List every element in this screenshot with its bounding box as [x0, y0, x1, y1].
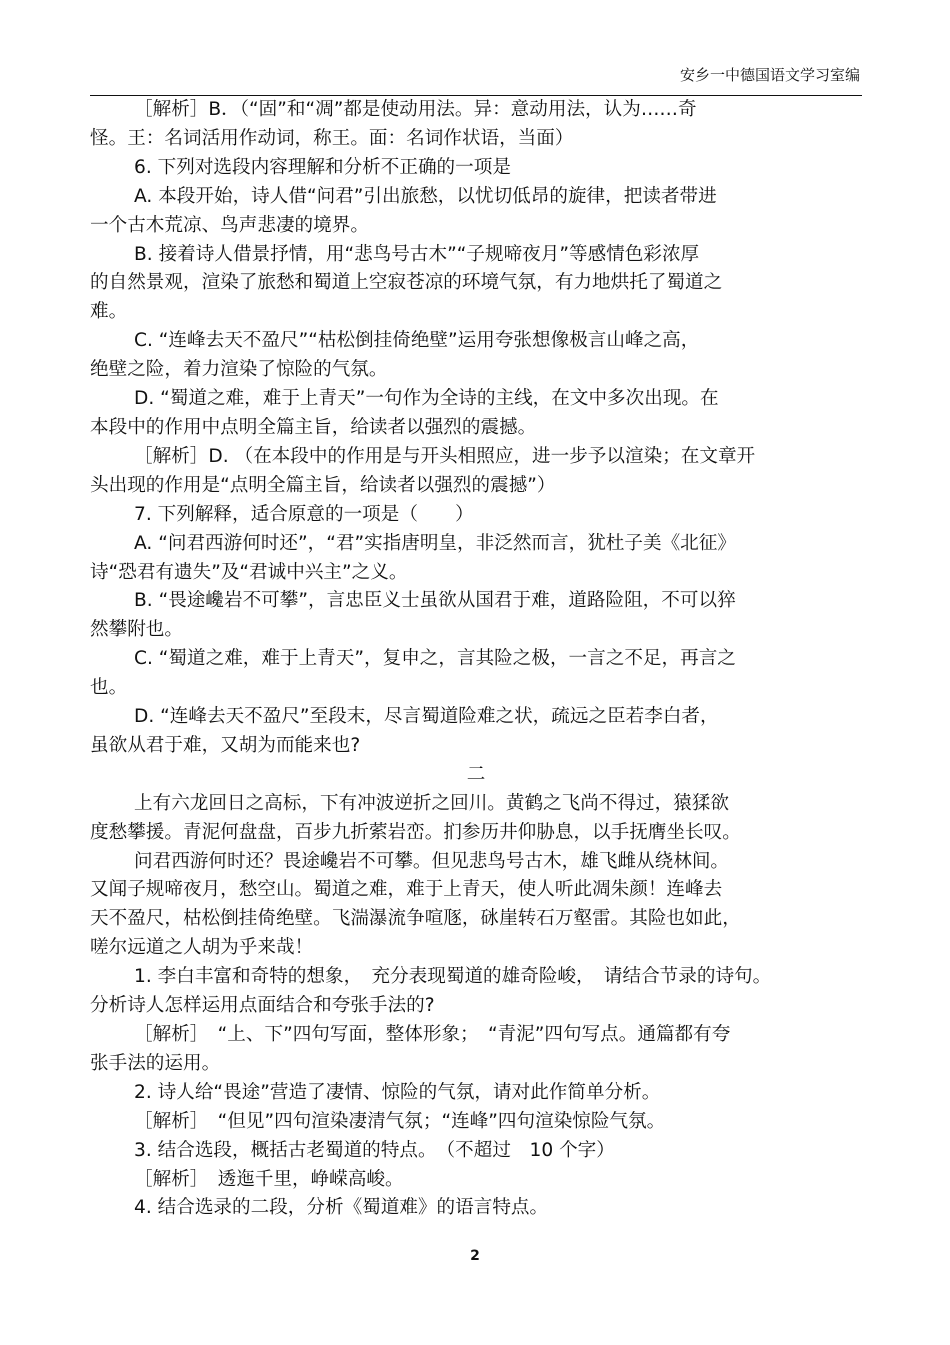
text-line: 然攀附也。 [90, 619, 183, 641]
text-line: D. “蜀道之难，难于上青天”一句作为全诗的主线，在文中多次出现。在 [134, 388, 719, 410]
text-line: D. “连峰去天不盈尺”至段末，尽言蜀道险难之状，疏远之臣若李白者， [134, 706, 719, 728]
text-line: B. 接着诗人借景抒情，用“悲鸟号古木”“子规啼夜月”等感情色彩浓厚 [134, 243, 700, 265]
text-line: 难。 [90, 301, 128, 323]
text-line: 问君西游何时还？畏途巉岩不可攀。但见悲鸟号古木，雄飞雌从绕林间。 [134, 850, 730, 872]
text-line: 4. 结合选录的二段，分析《蜀道难》的语言特点。 [134, 1197, 549, 1219]
text-line: ［解析］ “但见”四句渲染凄清气氛；“连峰”四句渲染惊险气氛。 [134, 1110, 666, 1132]
text-line: 又闻子规啼夜月，愁空山。蜀道之难，难于上青天，使人听此凋朱颜！连峰去 [90, 879, 723, 901]
text-line: 7. 下列解释，适合原意的一项是（ ） [134, 503, 474, 525]
text-line: ［解析］B．（“固”和“凋”都是使动用法。异：意动用法，认为……奇 [134, 99, 697, 120]
text-line: 天不盈尺，枯松倒挂倚绝壁。飞湍瀑流争喧豗，砯崖转石万壑雷。其险也如此， [90, 908, 741, 930]
text-line: 的自然景观，渲染了旅愁和蜀道上空寂苍凉的环境气氛，有力地烘托了蜀道之 [90, 272, 723, 294]
text-line: 张手法的运用。 [90, 1052, 221, 1074]
text-line: 怪。王：名词活用作动词，称王。面：名词作状语，当面） [90, 127, 574, 149]
document-body [90, 96, 862, 1223]
text-line: 1. 李白丰富和奇特的想象， 充分表现蜀道的雄奇险峻， 请结合节录的诗句。 [134, 966, 772, 988]
text-line: ［解析］ 透迤千里，峥嵘高峻。 [134, 1168, 404, 1190]
text-line: 嗟尔远道之人胡为乎来哉！ [90, 937, 314, 959]
text-line: 也。 [90, 677, 128, 699]
text-line: A. 本段开始，诗人借“问君”引出旅愁，以忧切低昂的旋律，把读者带进 [134, 185, 717, 207]
text-line: 度愁攀援。青泥何盘盘，百步九折萦岩峦。扪参历井仰胁息，以手抚膺坐长叹。 [90, 821, 741, 843]
text-line: C. “连峰去天不盈尺”“枯松倒挂倚绝壁”运用夸张想像极言山峰之高， [134, 330, 700, 352]
page-header: 安乡一中德国语文学习室编 [679, 66, 860, 84]
text-line: ［解析］D. （在本段中的作用是与开头相照应，进一步予以渲染；在文章开 [134, 445, 756, 467]
text-line: B. “畏途巉岩不可攀”，言忠臣义士虽欲从国君于难，道路险阻，不可以猝 [134, 590, 736, 612]
text-line: 本段中的作用中点明全篇主旨，给读者以强烈的震撼。 [90, 416, 537, 438]
text-line: 6. 下列对选段内容理解和分析不正确的一项是 [134, 156, 511, 178]
text-line: 分析诗人怎样运用点面结合和夸张手法的? [90, 995, 435, 1017]
text-line: 诗“恐君有遗失”及“君诚中兴主”之义。 [90, 561, 408, 583]
text-line: ［解析］ “上、下”四句写面，整体形象； “青泥”四句写点。通篇都有夸 [134, 1024, 731, 1045]
text-line: 虽欲从君于难，又胡为而能来也? [90, 734, 361, 756]
text-line: 上有六龙回日之高标，下有冲波逆折之回川。黄鹤之飞尚不得过，猿猱欲 [134, 792, 730, 814]
page-number: 2 [470, 1248, 480, 1264]
text-line: A. “问君西游何时还”，“君”实指唐明皇，非泛然而言，犹杜子美《北征》 [134, 532, 736, 554]
text-line: 2. 诗人给“畏途”营造了凄情、惊险的气氛，请对此作简单分析。 [134, 1081, 661, 1103]
section-heading: 二 [466, 763, 486, 785]
text-line: 一个古木荒凉、鸟声悲凄的境界。 [90, 214, 369, 236]
text-line: 3. 结合选段，概括古老蜀道的特点。 （不超过 10 个字） [134, 1139, 615, 1161]
text-line: 头出现的作用是“点明全篇主旨，给读者以强烈的震撼”） [90, 474, 556, 496]
text-line: 绝壁之险，着力渲染了惊险的气氛。 [90, 359, 388, 381]
text-line: C. “蜀道之难，难于上青天”，复申之，言其险之极，一言之不足，再言之 [134, 648, 736, 670]
